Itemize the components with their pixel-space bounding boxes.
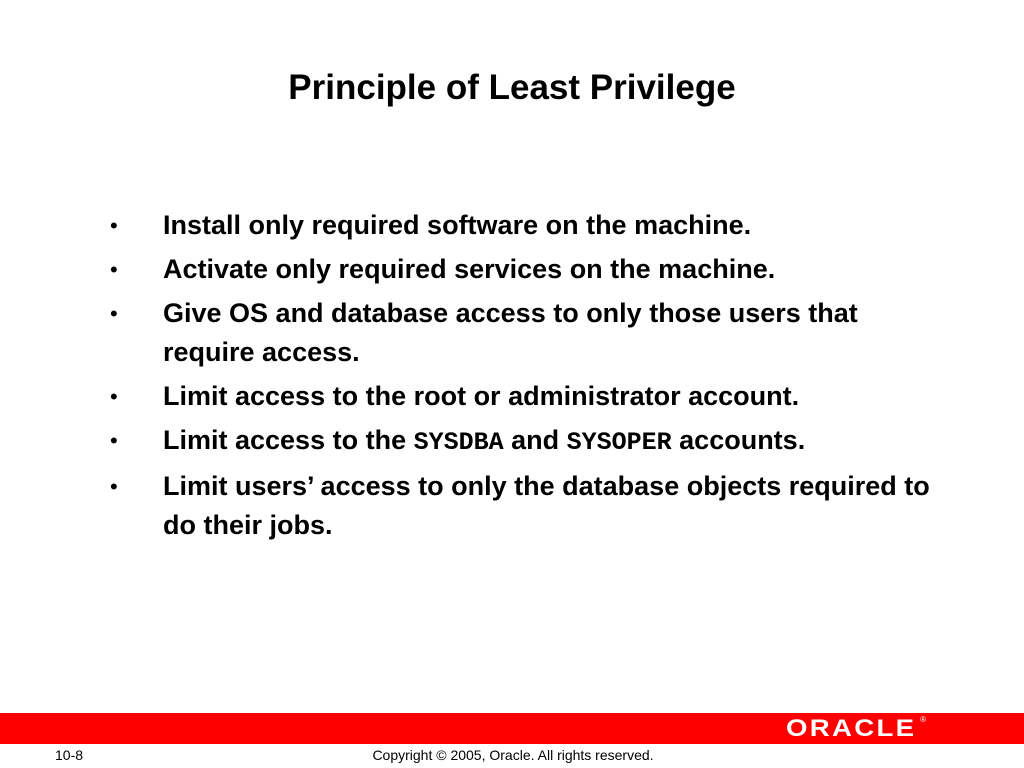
bullet-text: Give OS and database access to only those users that require access. xyxy=(163,298,858,367)
bullet-item xyxy=(110,377,930,416)
bullet-icon: • xyxy=(110,384,118,409)
copyright-notice: Copyright © 2005, Oracle. All rights reserved. xyxy=(372,747,654,763)
bullet-item xyxy=(110,421,930,462)
page-number: 10-8 xyxy=(55,747,84,763)
bullet-text-and: and xyxy=(503,425,567,455)
bullet-icon: • xyxy=(110,213,118,238)
bullet-text-suffix: accounts. xyxy=(671,425,806,455)
bullet-text: Limit access to the root or administrator account. xyxy=(163,381,800,411)
code-sysdba: SYSDBA xyxy=(413,428,504,457)
bullet-item xyxy=(110,206,930,245)
bullet-item xyxy=(110,250,930,289)
slide-title: Principle of Least Privilege xyxy=(288,68,736,107)
bullet-text: Install only required software on the machine. xyxy=(163,210,752,240)
bullet-icon: • xyxy=(110,428,118,453)
bullet-icon: • xyxy=(110,301,118,326)
oracle-logo: ORACLE xyxy=(785,715,916,742)
footer-bar xyxy=(0,713,1024,744)
bullet-text: Limit users’ access to only the database objects required to do their jobs. xyxy=(163,471,930,540)
registered-mark: ® xyxy=(920,715,926,724)
bullet-icon: • xyxy=(110,474,118,499)
bullet-item xyxy=(110,467,930,545)
bullet-item xyxy=(110,294,930,372)
bullet-list xyxy=(110,206,930,550)
bullet-text: Activate only required services on the machine. xyxy=(163,254,776,284)
bullet-icon: • xyxy=(110,257,118,282)
code-sysoper: SYSOPER xyxy=(566,428,672,457)
bullet-text-prefix: Limit access to the xyxy=(163,425,414,455)
